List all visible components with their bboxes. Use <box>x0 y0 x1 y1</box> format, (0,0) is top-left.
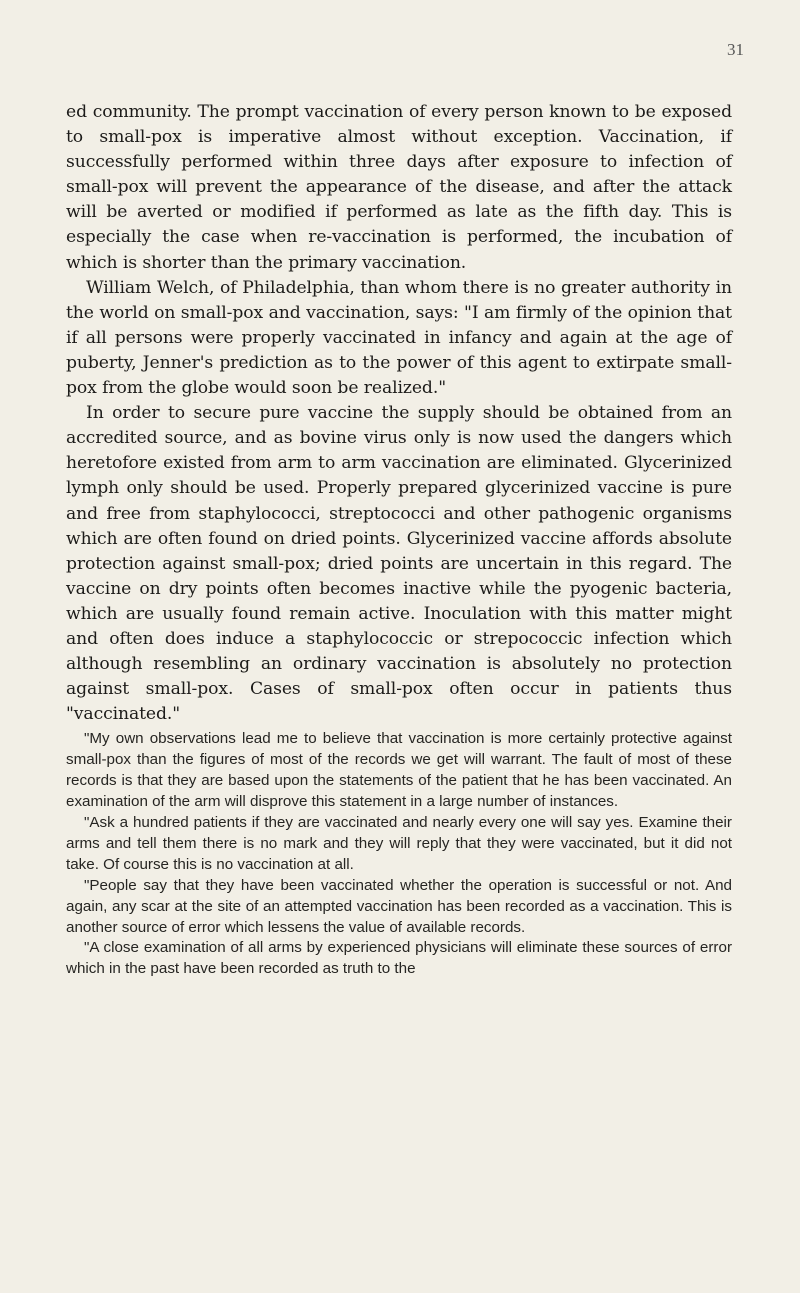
quote-paragraph-ask-patients: "Ask a hundred patients if they are vaccinated and nearly every one will say yes. Examine their arms and tell them there is no mark and they will reply that they were vaccinated, but it did not take. Of course this is no vaccination at all. <box>66 813 732 873</box>
quote-paragraph-close-examination: "A close examination of all arms by experienced physicians will eliminate these sources of error which in the past have been recorded as truth to the <box>66 939 732 978</box>
quote-paragraph-observations: "My own observations lead me to believe that vaccination is more certainly protective against small-pox than the figures of most of the records we get will warrant. The fault of most of these records is that they are based upon the statements of the patient that he has been vaccinated. An examination of the arm will disprove this statement in a large number of instances. <box>66 730 732 811</box>
paragraph-glycerinized-vaccine: In order to secure pure vaccine the supply should be obtained from an accredited source, and as bovine virus only is now used the dangers which heretofore existed from arm to arm vaccination are eliminated. Glycerinized lymph only should be used. Properly prepared glycerinized vaccine is pure and free from staphylococci, streptococci and other pathogenic organisms which are often found on dried points. Glycerinized vaccine affords absolute protection against small-pox; dried points are uncertain in this regard. The vaccine on dry points often becomes inactive while the pyogenic bacteria, which are usually found remain active. Inoculation with this matter might and often does induce a staphylococcic or strepococcic infection which although resembling an ordinary vaccination is absolutely no protection against small-pox. Cases of small-pox often occur in patients thus "vaccinated." <box>66 403 732 725</box>
page-number: 31 <box>727 40 744 59</box>
quote-paragraph-people-say: "People say that they have been vaccinated whether the operation is successful or not. And again, any scar at the site of an attempted vaccination has been recorded as a vaccination. This is another source of error which lessens the value of available records. <box>66 876 732 936</box>
quoted-observations <box>66 729 732 980</box>
page-text <box>66 100 732 980</box>
paragraph-welch-quote: William Welch, of Philadelphia, than whom there is no greater authority in the world on small-pox and vaccination, says: "I am firmly of the opinion that if all persons were properly vaccinated in infancy and again at the age of puberty, Jenner's prediction as to the power of this agent to extirpate small-pox from the globe would soon be realized." <box>66 277 732 399</box>
paragraph-vaccination-timing: ed community. The prompt vaccination of every person known to be exposed to small-pox is imperative almost without exception. Vaccination, if successfully performed within three days after exposure to infection of small-pox will prevent the appearance of the disease, and after the attack will be averted or modified if performed as late as the fifth day. This is especially the case when re-vaccination is performed, the incubation of which is shorter than the primary vaccination. <box>66 102 732 273</box>
